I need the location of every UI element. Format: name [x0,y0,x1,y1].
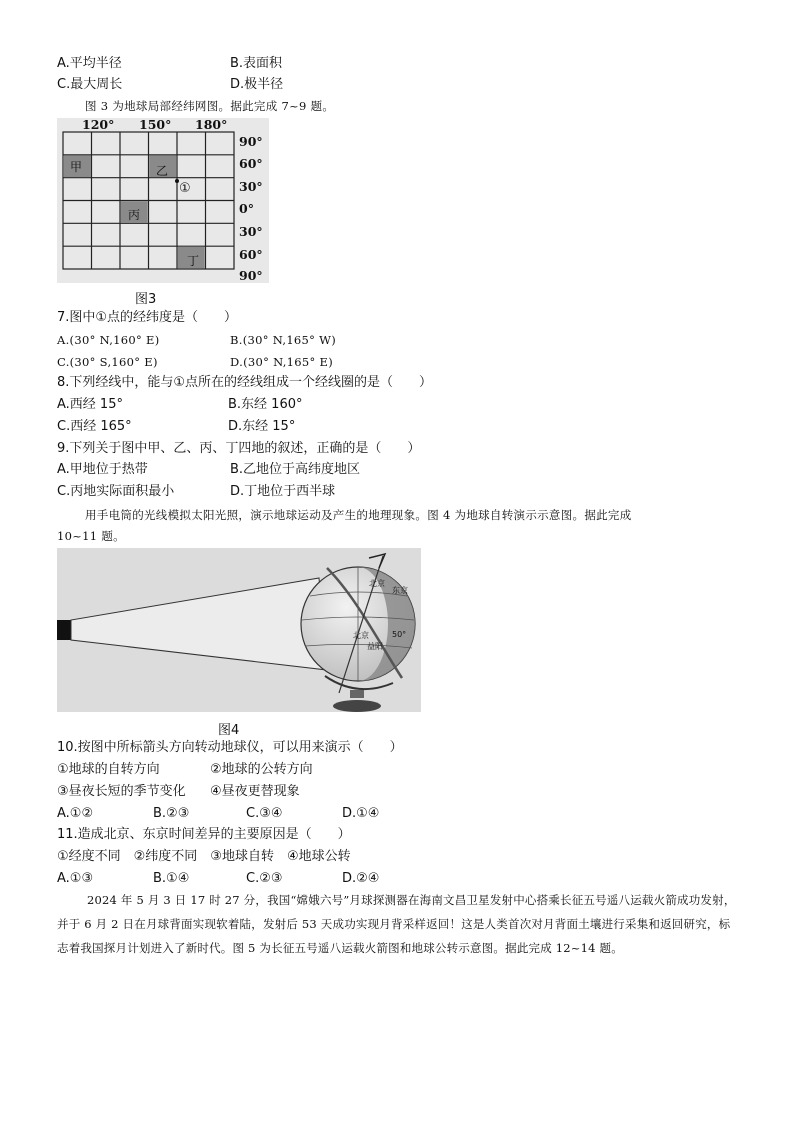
q10-option-d: D.①④ [342,806,380,821]
q11-option-a: A.①③ [57,871,94,886]
cell-label-jia: 甲 [70,160,83,174]
q10-statement-3: ③昼夜长短的季节变化 [57,784,186,799]
q7-option-a: A.(30° N,160° E) [57,333,160,347]
q10-option-b: B.②③ [153,806,190,821]
q6-option-c: C.最大周长 [57,77,123,92]
globe-base [333,700,381,712]
q7-option-b: B.(30° N,165° W) [230,333,337,347]
q11-option-b: B.①④ [153,871,190,886]
q10-option-c: C.③④ [246,806,283,821]
label-tokyo: 东京 [392,586,408,595]
lat-label-30n: 30° [239,179,263,194]
q11-option-d: D.②④ [342,871,380,886]
q8-option-d: D.东经 15° [228,419,296,434]
q10-option-a: A.①② [57,806,94,821]
lat-label-0: 0° [239,201,254,216]
figure4-intro-line1: 用手电筒的光线模拟太阳光照，演示地球运动及产生的地理现象。图 4 为地球自转演示示意图。据此完成 [85,508,632,522]
label-lat-50: 50° [392,630,407,639]
q8-stem: 8.下列经线中，能与①点所在的经线组成一个经线圈的是（ ） [57,375,433,390]
q10-statement-2: ②地球的公转方向 [210,762,313,777]
q7-option-c: C.(30° S,160° E) [57,355,158,369]
label-yiyang: 益阳 [367,642,383,651]
lat-label-60s: 60° [239,247,263,262]
q7-stem: 7.图中①点的经纬度是（ ） [57,310,238,325]
point-1-label: ① [179,181,191,196]
q8-option-a: A.西经 15° [57,397,123,412]
lat-label-30s: 30° [239,224,263,239]
q6-option-b: B.表面积 [230,56,283,71]
q11-option-c: C.②③ [246,871,283,886]
lon-label-150: 150° [139,117,172,132]
figure3-grid [57,118,269,283]
figure3-intro: 图 3 为地球局部经纬网图。据此完成 7~9 题。 [85,99,335,113]
q10-statement-4: ④昼夜更替现象 [210,784,300,799]
q9-option-a: A.甲地位于热带 [57,462,148,477]
figure4-caption: 图4 [218,723,240,738]
cell-label-bing: 丙 [128,208,141,222]
flashlight-icon [57,620,71,640]
q6-option-a: A.平均半径 [57,56,122,71]
lat-label-60n: 60° [239,156,263,171]
figure3-caption: 图3 [135,292,157,307]
q9-option-b: B.乙地位于高纬度地区 [230,462,361,477]
passage-chang-e-6: 2024 年 5 月 3 日 17 时 27 分，我国“嫦娥六号”月球探测器在海南文昌卫星发射中心搭乘长征五号遥八运载火箭成功发射，并于 6 月 2 日在月球背面实现软着陆，发射后 53 天成功实现月背采样返回！这是人类首次对月背面土壤进行采集和返回研究，标志着我国探月计划进入了新时代。图 5 为长征五号遥八运载火箭图和地球公转示意图。据此完成 12~14 题。 [57,893,736,955]
lat-label-90n: 90° [239,134,263,149]
figure4 [57,548,421,712]
q6-option-d: D.极半径 [230,77,284,92]
lon-label-120: 120° [82,117,115,132]
lon-label-180: 180° [195,117,228,132]
q8-option-b: B.东经 160° [228,397,303,412]
q10-stem: 10.按图中所标箭头方向转动地球仪，可以用来演示（ ） [57,740,403,755]
q8-option-c: C.西经 165° [57,419,132,434]
q9-option-d: D.丁地位于西半球 [230,484,336,499]
q9-option-c: C.丙地实际面积最小 [57,484,175,499]
lat-label-90s: 90° [239,268,263,283]
cell-label-ding: 丁 [187,254,200,268]
label-beijing-2: 北京 [353,631,369,640]
q10-statement-1: ①地球的自转方向 [57,762,160,777]
q11-statements: ①经度不同 ②纬度不同 ③地球自转 ④地球公转 [57,849,351,864]
q7-option-d: D.(30° N,165° E) [230,355,334,369]
label-beijing: 北京 [369,579,385,588]
figure3 [57,118,269,283]
figure4-intro-line2: 10~11 题。 [57,529,125,543]
q11-stem: 11.造成北京、东京时间差异的主要原因是（ ） [57,827,351,842]
q9-stem: 9.下列关于图中甲、乙、丙、丁四地的叙述，正确的是（ ） [57,441,421,456]
light-beam [71,578,327,670]
cell-label-yi: 乙 [156,164,169,178]
